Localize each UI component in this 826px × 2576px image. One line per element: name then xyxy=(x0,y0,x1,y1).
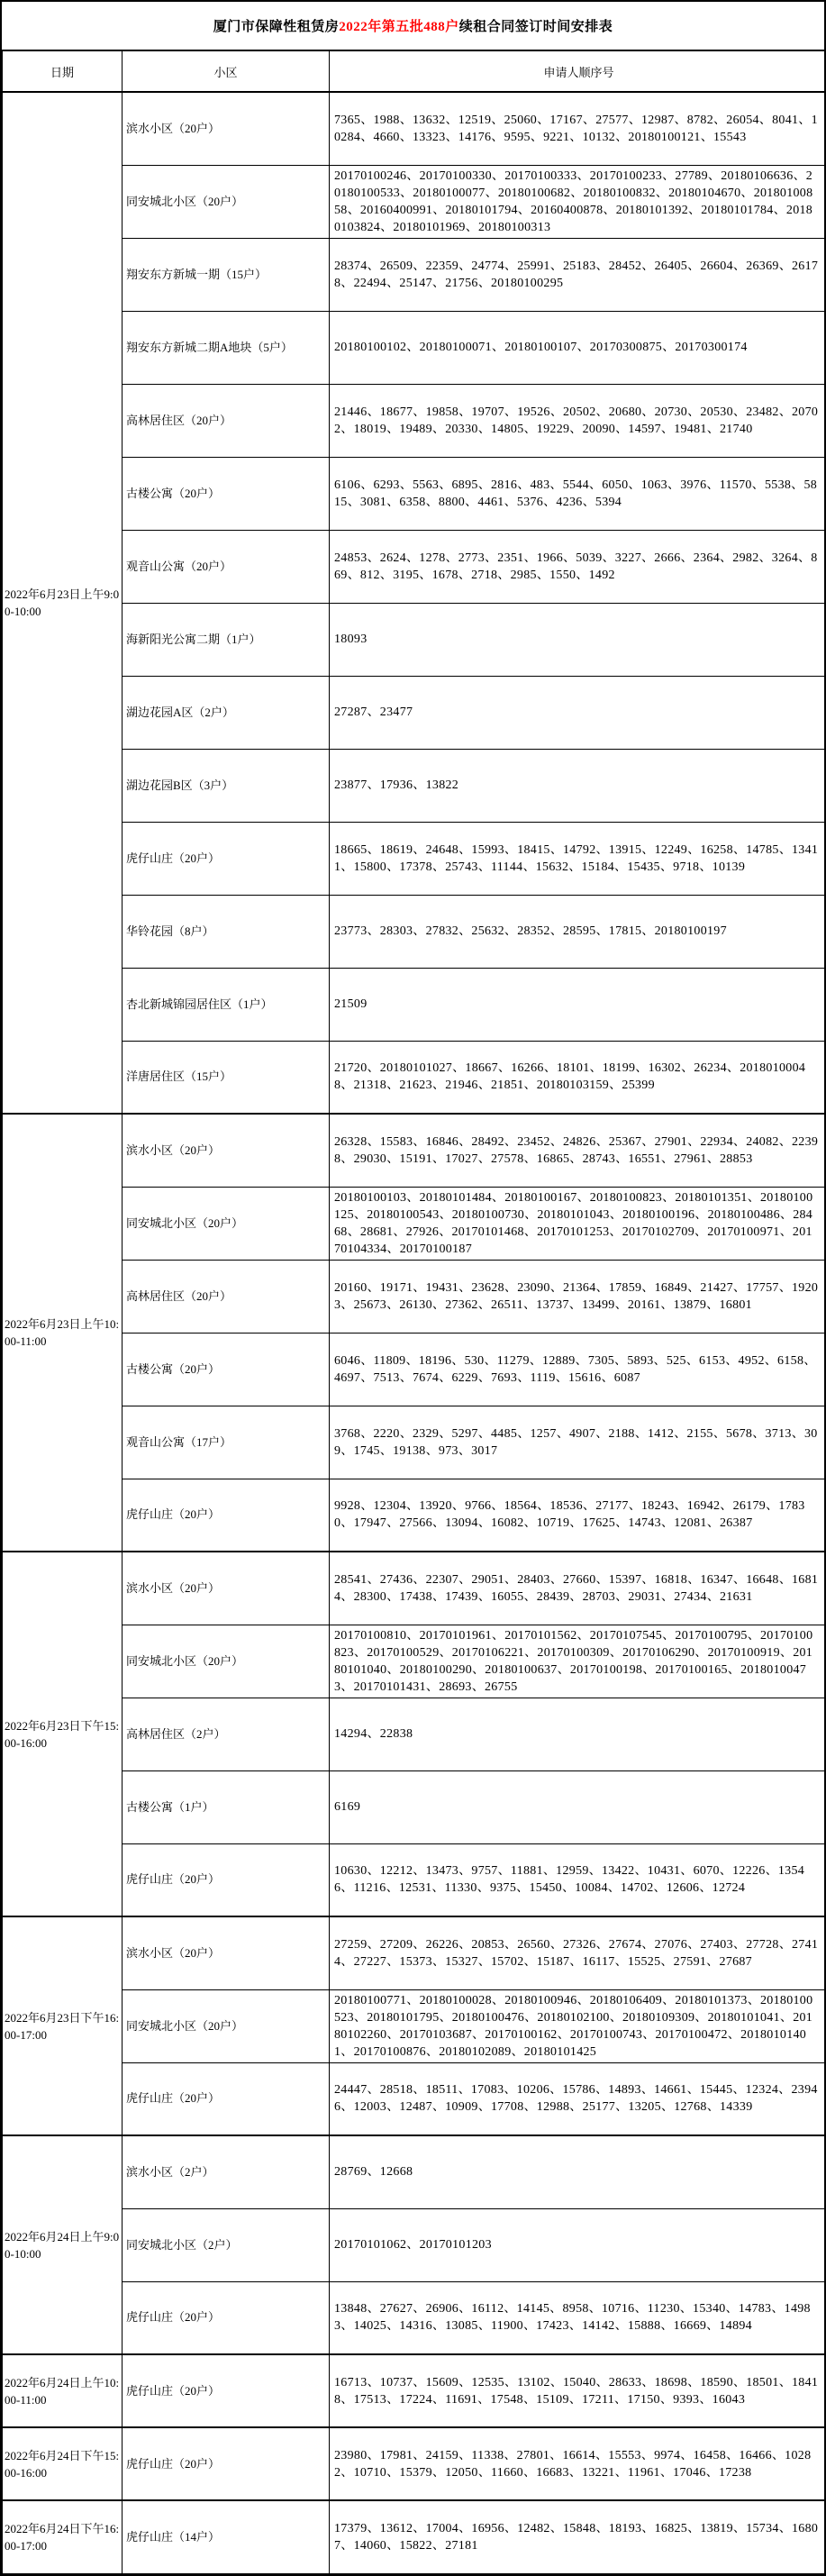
community-cell: 滨水小区（20户） xyxy=(123,1552,330,1625)
applicant-numbers-cell: 18665、18619、24648、15993、18415、14792、13915、12249、16258、14785、13411、15800、17378、25743、11144、15632、15184、15435、9718、10139 xyxy=(330,822,826,895)
table-row xyxy=(3,2500,826,2573)
applicant-numbers-cell: 28769、12668 xyxy=(330,2135,826,2208)
applicant-numbers-cell: 24853、2624、1278、2773、2351、1966、5039、3227、2666、2364、2982、3264、869、812、3195、1678、2718、2985、1550、1492 xyxy=(330,530,826,603)
table-row xyxy=(3,676,826,749)
applicant-numbers-cell: 14294、22838 xyxy=(330,1698,826,1770)
applicant-numbers-cell: 28374、26509、22359、24774、25991、25183、28452、26405、26604、26369、26178、22494、25147、21756、20180100295 xyxy=(330,238,826,311)
community-cell: 同安城北小区（20户） xyxy=(123,165,330,238)
applicant-numbers-cell: 20170100810、20170101961、20170101562、20170107545、20170100795、20170100823、20170100529、20170106221、20170100309、20170106290、20170100919、20180101040、20180100290、20180100637、20170100198、20170100165、20180100473、20170101431、28693、26755 xyxy=(330,1625,826,1698)
community-cell: 同安城北小区（20户） xyxy=(123,1625,330,1698)
community-cell: 同安城北小区（2户） xyxy=(123,2208,330,2281)
community-cell: 古楼公寓（20户） xyxy=(123,457,330,530)
community-cell: 海新阳光公寓二期（1户） xyxy=(123,603,330,676)
community-cell: 虎仔山庄（20户） xyxy=(123,1843,330,1916)
table-row xyxy=(3,530,826,603)
community-cell: 虎仔山庄（14户） xyxy=(123,2500,330,2573)
applicant-numbers-cell: 7365、1988、13632、12519、25060、17167、27577、12987、8782、26054、8041、10284、4660、13323、14176、9595、9221、10132、20180100121、15543 xyxy=(330,92,826,165)
community-cell: 洋唐居住区（15户） xyxy=(123,1041,330,1114)
table-row xyxy=(3,1989,826,2062)
community-cell: 翔安东方新城一期（15户） xyxy=(123,238,330,311)
col-header-applicant-numbers: 申请人顺序号 xyxy=(330,51,826,93)
schedule-table-body xyxy=(3,92,826,2573)
table-row xyxy=(3,895,826,968)
table-row xyxy=(3,238,826,311)
table-row xyxy=(3,1843,826,1916)
date-cell: 2022年6月24日上午10:00-11:00 xyxy=(3,2354,123,2427)
table-row xyxy=(3,457,826,530)
applicant-numbers-cell: 28541、27436、22307、29051、28403、27660、15397、16818、16347、16648、16814、28300、17438、17439、16055、28439、28703、29031、27434、21631 xyxy=(330,1552,826,1625)
applicant-numbers-cell: 10630、12212、13473、9757、11881、12959、13422、10431、6070、12226、13546、11216、12531、11330、9375、15450、10084、14702、12606、12724 xyxy=(330,1843,826,1916)
community-cell: 观音山公寓（20户） xyxy=(123,530,330,603)
table-row xyxy=(3,603,826,676)
date-cell: 2022年6月24日上午9:00-10:00 xyxy=(3,2135,123,2354)
schedule-table xyxy=(2,50,826,2574)
table-row xyxy=(3,2427,826,2500)
applicant-numbers-cell: 20170100246、20170100330、20170100333、20170100233、27789、20180106636、20180100533、20180100077、20180100682、20180100832、20180104670、20180100858、20160400991、20180101794、20160400878、20180101392、20180101784、20180103824、20180101969、20180100313 xyxy=(330,165,826,238)
community-cell: 滨水小区（2户） xyxy=(123,2135,330,2208)
applicant-numbers-cell: 23877、17936、13822 xyxy=(330,749,826,822)
table-row xyxy=(3,311,826,384)
applicant-numbers-cell: 21509 xyxy=(330,968,826,1041)
col-header-community: 小区 xyxy=(123,51,330,93)
header-row xyxy=(3,51,826,93)
applicant-numbers-cell: 26328、15583、16846、28492、23452、24826、25367、27901、22934、24082、22398、29030、15191、17027、27578、16865、28743、16551、27961、28853 xyxy=(330,1114,826,1187)
community-cell: 观音山公寓（17户） xyxy=(123,1406,330,1479)
table-row xyxy=(3,1333,826,1406)
community-cell: 古楼公寓（1户） xyxy=(123,1770,330,1843)
applicant-numbers-cell: 23773、28303、27832、25632、28352、28595、17815、20180100197 xyxy=(330,895,826,968)
table-row xyxy=(3,165,826,238)
community-cell: 湖边花园B区（3户） xyxy=(123,749,330,822)
applicant-numbers-cell: 13848、27627、26906、16112、14145、8958、10716、11230、15340、14783、14983、14025、14316、13085、11900、17423、14142、15888、16669、14894 xyxy=(330,2281,826,2354)
table-row xyxy=(3,2281,826,2354)
table-row xyxy=(3,2208,826,2281)
table-row xyxy=(3,1625,826,1698)
community-cell: 虎仔山庄（20户） xyxy=(123,2281,330,2354)
date-cell: 2022年6月23日上午9:00-10:00 xyxy=(3,92,123,1114)
applicant-numbers-cell: 6169 xyxy=(330,1770,826,1843)
table-row xyxy=(3,1114,826,1187)
applicant-numbers-cell: 23980、17981、24159、11338、27801、16614、15553、9974、16458、16466、10282、10710、15379、12050、11660、16683、13221、11961、17046、17238 xyxy=(330,2427,826,2500)
applicant-numbers-cell: 20180100102、20180100071、20180100107、20170300875、20170300174 xyxy=(330,311,826,384)
table-row xyxy=(3,384,826,457)
applicant-numbers-cell: 21720、20180101027、18667、16266、18101、18199、16302、26234、20180100048、21318、21623、21946、21851、20180103159、25399 xyxy=(330,1041,826,1114)
applicant-numbers-cell: 21446、18677、19858、19707、19526、20502、20680、20730、20530、23482、20702、18019、19489、20330、14805、19229、20090、14597、19481、21740 xyxy=(330,384,826,457)
table-row xyxy=(3,1916,826,1989)
applicant-numbers-cell: 6046、11809、18196、530、11279、12889、7305、5893、525、6153、4952、6158、4697、7513、7674、6229、7693、1119、15616、6087 xyxy=(330,1333,826,1406)
title-suffix: 续租合同签订时间安排表 xyxy=(459,16,613,35)
community-cell: 杏北新城锦园居住区（1户） xyxy=(123,968,330,1041)
table-row xyxy=(3,1187,826,1260)
community-cell: 虎仔山庄（20户） xyxy=(123,2354,330,2427)
community-cell: 虎仔山庄（20户） xyxy=(123,2427,330,2500)
community-cell: 滨水小区（20户） xyxy=(123,92,330,165)
community-cell: 高林居住区（20户） xyxy=(123,1260,330,1333)
page-title xyxy=(2,2,824,50)
table-row xyxy=(3,1406,826,1479)
title-highlight: 2022年第五批488户 xyxy=(339,16,459,35)
table-row xyxy=(3,1041,826,1114)
date-cell: 2022年6月24日下午15:00-16:00 xyxy=(3,2427,123,2500)
date-cell: 2022年6月24日下午16:00-17:00 xyxy=(3,2500,123,2573)
table-row xyxy=(3,968,826,1041)
applicant-numbers-cell: 6106、6293、5563、6895、2816、483、5544、6050、1063、3976、11570、5538、5815、3081、6358、8800、4461、5376、4236、5394 xyxy=(330,457,826,530)
applicant-numbers-cell: 16713、10737、15609、12535、13102、15040、28633、18698、18590、18501、18418、17513、17224、11691、17548、15109、17211、17150、9393、16043 xyxy=(330,2354,826,2427)
table-row xyxy=(3,2354,826,2427)
col-header-date: 日期 xyxy=(3,51,123,93)
table-row xyxy=(3,2135,826,2208)
date-cell: 2022年6月23日上午10:00-11:00 xyxy=(3,1114,123,1552)
community-cell: 高林居住区（20户） xyxy=(123,384,330,457)
title-prefix: 厦门市保障性租赁房 xyxy=(213,16,340,35)
community-cell: 华铃花园（8户） xyxy=(123,895,330,968)
table-row xyxy=(3,92,826,165)
community-cell: 滨水小区（20户） xyxy=(123,1916,330,1989)
applicant-numbers-cell: 20180100103、20180101484、20180100167、20180100823、20180101351、20180100125、20180100543、20180100730、20180101043、20180100196、20180100486、28468、28681、27926、20170101468、20170101253、20170102709、20170100971、20170104334、20170100187 xyxy=(330,1187,826,1260)
community-cell: 翔安东方新城二期A地块（5户） xyxy=(123,311,330,384)
table-row xyxy=(3,1260,826,1333)
applicant-numbers-cell: 17379、13612、17004、16956、12482、15848、18193、16825、13819、15734、16807、14060、15822、27181 xyxy=(330,2500,826,2573)
table-row xyxy=(3,2062,826,2135)
applicant-numbers-cell: 18093 xyxy=(330,603,826,676)
community-cell: 虎仔山庄（20户） xyxy=(123,2062,330,2135)
applicant-numbers-cell: 20180100771、20180100028、20180100946、20180106409、20180101373、20180100523、20180101795、20180100476、20180102100、20180109309、20180101041、20180102260、20170103687、20170100162、20170100743、20170100472、20180101401、20170100876、20180102089、20180101425 xyxy=(330,1989,826,2062)
community-cell: 虎仔山庄（20户） xyxy=(123,1479,330,1552)
applicant-numbers-cell: 27287、23477 xyxy=(330,676,826,749)
table-row xyxy=(3,1479,826,1552)
applicant-numbers-cell: 24447、28518、18511、17083、10206、15786、14893、14661、15445、12324、23946、12003、12487、10909、17708、12988、25177、13205、12768、14339 xyxy=(330,2062,826,2135)
date-cell: 2022年6月23日下午15:00-16:00 xyxy=(3,1552,123,1916)
community-cell: 古楼公寓（20户） xyxy=(123,1333,330,1406)
table-row xyxy=(3,1770,826,1843)
community-cell: 高林居住区（2户） xyxy=(123,1698,330,1770)
table-row xyxy=(3,822,826,895)
community-cell: 滨水小区（20户） xyxy=(123,1114,330,1187)
applicant-numbers-cell: 3768、2220、2329、5297、4485、1257、4907、2188、1412、2155、5678、3713、309、1745、19138、973、3017 xyxy=(330,1406,826,1479)
table-row xyxy=(3,1698,826,1770)
community-cell: 同安城北小区（20户） xyxy=(123,1187,330,1260)
community-cell: 湖边花园A区（2户） xyxy=(123,676,330,749)
applicant-numbers-cell: 27259、27209、26226、20853、26560、27326、27674、27076、27403、27728、27414、27227、15373、15327、15702、15187、16117、15525、27591、27687 xyxy=(330,1916,826,1989)
date-cell: 2022年6月23日下午16:00-17:00 xyxy=(3,1916,123,2135)
table-row xyxy=(3,749,826,822)
community-cell: 同安城北小区（20户） xyxy=(123,1989,330,2062)
applicant-numbers-cell: 20170101062、20170101203 xyxy=(330,2208,826,2281)
applicant-numbers-cell: 20160、19171、19431、23628、23090、21364、17859、16849、21427、17757、19203、25673、26130、27362、26511、13737、13499、20161、13879、16801 xyxy=(330,1260,826,1333)
applicant-numbers-cell: 9928、12304、13920、9766、18564、18536、27177、18243、16942、26179、17830、17947、27566、13094、16082、10719、17625、14743、12081、26387 xyxy=(330,1479,826,1552)
community-cell: 虎仔山庄（20户） xyxy=(123,822,330,895)
table-row xyxy=(3,1552,826,1625)
